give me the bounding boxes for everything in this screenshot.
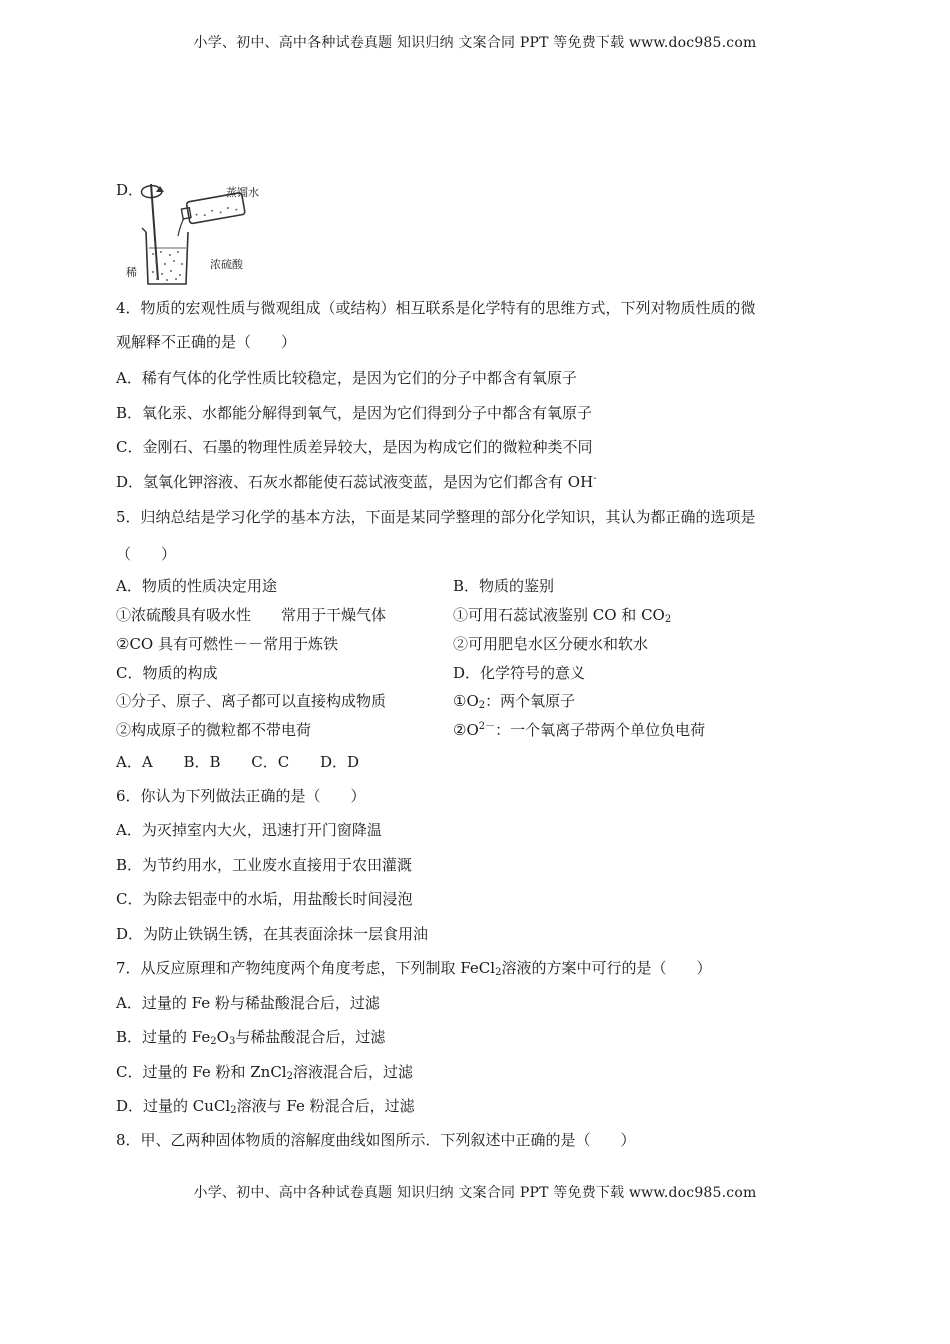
q6-option-c: C．为除去铝壶中的水垢，用盐酸长时间浸泡: [116, 890, 413, 908]
q5-choice-b: B．B: [183, 753, 221, 771]
q7-stem: 7．从反应原理和产物纯度两个角度考虑，下列制取 FeCl$_2$溶液的方案中可行的是（ ）: [116, 959, 712, 978]
figure-option-label: D．: [116, 181, 144, 199]
pour-stream: [178, 218, 184, 236]
q4-option-c: C．金刚石、石墨的物理性质差异较大，是因为构成它们的微粒种类不同: [116, 438, 593, 456]
q8-stem: 8．甲、乙两种固体物质的溶解度曲线如图所示．下列叙述中正确的是（ ）: [116, 1131, 636, 1149]
q5-b-item1: ①可用石蕊试液鉴别 CO 和 $CO_2$: [453, 606, 672, 625]
q5-a-item2: ②CO 具有可燃性－－常用于炼铁: [116, 635, 338, 653]
q5-c-item1: ①分子、原子、离子都可以直接构成物质: [116, 692, 387, 710]
q5-d-item2: $②O^{2-}$：一个氧离子带两个单位负电荷: [453, 721, 706, 739]
q4-option-a: A．稀有气体的化学性质比较稳定，是因为它们的分子中都含有氧原子: [116, 369, 577, 387]
water-label: 蒸馏水: [226, 186, 259, 199]
q5-d-title: D．化学符号的意义: [453, 664, 586, 682]
q4-option-d: D．氢氧化钾溶液、石灰水都能使石蕊试液变蓝，是因为它们都含有 OH-: [116, 473, 597, 491]
q5-b-item2: ②可用肥皂水区分硬水和软水: [453, 635, 649, 653]
q5-choice-d: D．D: [320, 753, 360, 771]
q5-b-title: B．物质的鉴别: [453, 577, 555, 595]
q7-option-a: A．过量的 Fe 粉与稀盐酸混合后，过滤: [116, 994, 380, 1012]
q5-a-item1: ①浓硫酸具有吸水性 常用于干燥气体: [116, 606, 387, 624]
q4-stem-line2: 观解释不正确的是（ ）: [116, 333, 297, 351]
acid-label: 浓硫酸: [210, 258, 243, 271]
q5-a-title: A．物质的性质决定用途: [116, 577, 277, 595]
q6-option-d: D．为防止铁锅生锈，在其表面涂抹一层食用油: [116, 925, 429, 943]
q7-option-b: B．过量的 $Fe_2O_3$与稀盐酸混合后，过滤: [116, 1028, 386, 1047]
beaker: [146, 232, 188, 284]
q5-c-title: C．物质的构成: [116, 664, 218, 682]
q6-option-b: B．为节约用水，工业废水直接用于农田灌溉: [116, 856, 413, 874]
q5-choice-a: A．A: [116, 753, 153, 771]
q5-choice-c: C．C: [251, 753, 290, 771]
q6-option-a: A．为灭掉室内大火，迅速打开门窗降温: [116, 821, 382, 839]
q5-answer-options: [116, 752, 359, 772]
q7-option-c: C．过量的 Fe 粉和 ZnCl$_2$溶液混合后，过滤: [116, 1063, 413, 1082]
q7-option-d: D．过量的 CuCl$_2$溶液与 Fe 粉混合后，过滤: [116, 1097, 415, 1116]
dilution-figure: [126, 180, 266, 288]
q4-option-b: B．氧化汞、水都能分解得到氧气，是因为它们得到分子中都含有氧原子: [116, 404, 593, 422]
page-footer: 小学、初中、高中各种试卷真题 知识归纳 文案合同 PPT 等免费下载 www.doc985.com: [193, 1185, 757, 1201]
glass-rod: [151, 184, 158, 280]
q4-stem-line1: 4．物质的宏观性质与微观组成（或结构）相互联系是化学特有的思维方式，下列对物质性质的微: [116, 299, 756, 317]
page-header: 小学、初中、高中各种试卷真题 知识归纳 文案合同 PPT 等免费下载 www.doc985.com: [193, 35, 757, 51]
side-char: 稀: [126, 266, 137, 279]
q5-d-item1: $①O_2$：两个氧原子: [453, 692, 576, 711]
q5-stem-line1: 5．归纳总结是学习化学的基本方法，下面是某同学整理的部分化学知识，其认为都正确的选项是: [116, 508, 756, 526]
q5-c-item2: ②构成原子的微粒都不带电荷: [116, 721, 312, 739]
q5-stem-line2: （ ）: [116, 545, 177, 563]
q6-stem: 6．你认为下列做法正确的是（ ）: [116, 787, 366, 805]
